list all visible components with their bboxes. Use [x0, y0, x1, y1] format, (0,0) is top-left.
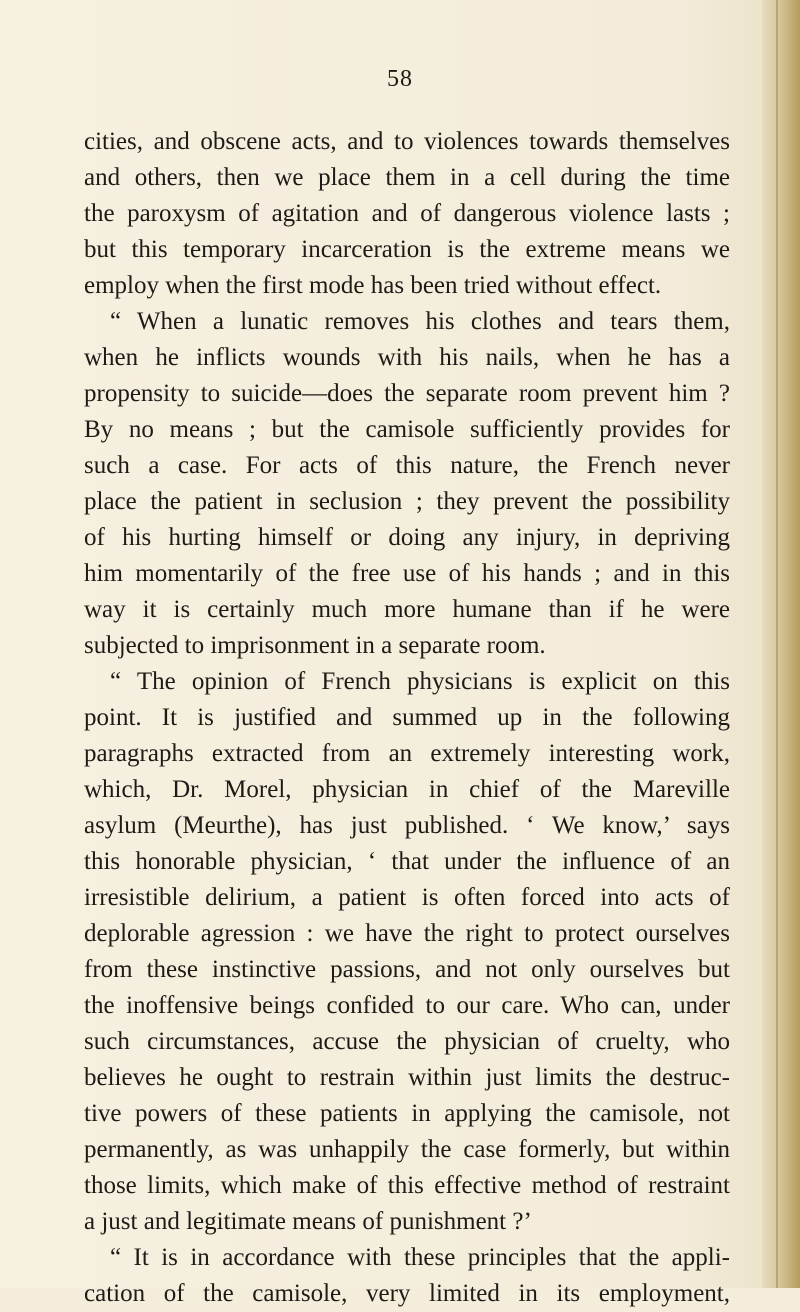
text-line: “ When a lunatic removes his clothes and tears them, [110, 308, 730, 335]
text-line: a just and legitimate means of punishment ?’ [84, 1208, 532, 1235]
text-line: way it is certainly much more humane than if he were [84, 596, 730, 623]
body-text [84, 124, 730, 1312]
text-line: of his hurting himself or doing any injury, in depriving [84, 524, 730, 551]
text-line: from these instinctive passions, and not only ourselves but [84, 956, 730, 983]
text-line: but this temporary incarceration is the extreme means we [84, 236, 730, 263]
text-line: point. It is justified and summed up in the following [84, 704, 730, 731]
text-line: place the patient in seclusion ; they prevent the possibility [84, 488, 730, 515]
page-number: 58 [387, 66, 413, 92]
text-line: and others, then we place them in a cell during the time [84, 164, 730, 191]
text-line: him momentarily of the free use of his hands ; and in this [84, 560, 730, 587]
text-line: deplorable agression : we have the right to protect ourselves [84, 920, 730, 947]
text-line: “ It is in accordance with these principles that the appli- [110, 1244, 730, 1271]
text-line: “ The opinion of French physicians is explicit on this [110, 668, 730, 695]
text-line: asylum (Meurthe), has just published. ‘ We know,’ says [84, 812, 730, 839]
text-line: paragraphs extracted from an extremely interesting work, [84, 740, 730, 767]
text-line: which, Dr. Morel, physician in chief of the Mareville [84, 776, 730, 803]
text-line: such circumstances, accuse the physician of cruelty, who [84, 1028, 730, 1055]
text-line: By no means ; but the camisole sufficiently provides for [84, 416, 730, 443]
text-line: such a case. For acts of this nature, the French never [84, 452, 730, 479]
text-line: irresistible delirium, a patient is often forced into acts of [84, 884, 730, 911]
text-line: tive powers of these patients in applying the camisole, not [84, 1100, 730, 1127]
text-line: those limits, which make of this effective method of restraint [84, 1172, 730, 1199]
text-line: the paroxysm of agitation and of dangerous violence lasts ; [84, 200, 730, 227]
binding-edge [776, 0, 778, 1288]
text-line: employ when the first mode has been tried without effect. [84, 272, 662, 299]
text-line: this honorable physician, ‘ that under the influence of an [84, 848, 730, 875]
text-line: propensity to suicide—does the separate room prevent him ? [84, 380, 730, 407]
text-line: cities, and obscene acts, and to violences towards themselves [84, 128, 730, 155]
text-line: cation of the camisole, very limited in its employment, [84, 1280, 730, 1307]
page-gutter [762, 0, 800, 1288]
text-line: the inoffensive beings confided to our care. Who can, under [84, 992, 730, 1019]
text-line: when he inflicts wounds with his nails, when he has a [84, 344, 730, 371]
text-line: subjected to imprisonment in a separate room. [84, 632, 546, 659]
text-line: believes he ought to restrain within just limits the destruc- [84, 1064, 730, 1091]
text-line: permanently, as was unhappily the case formerly, but within [84, 1136, 730, 1163]
